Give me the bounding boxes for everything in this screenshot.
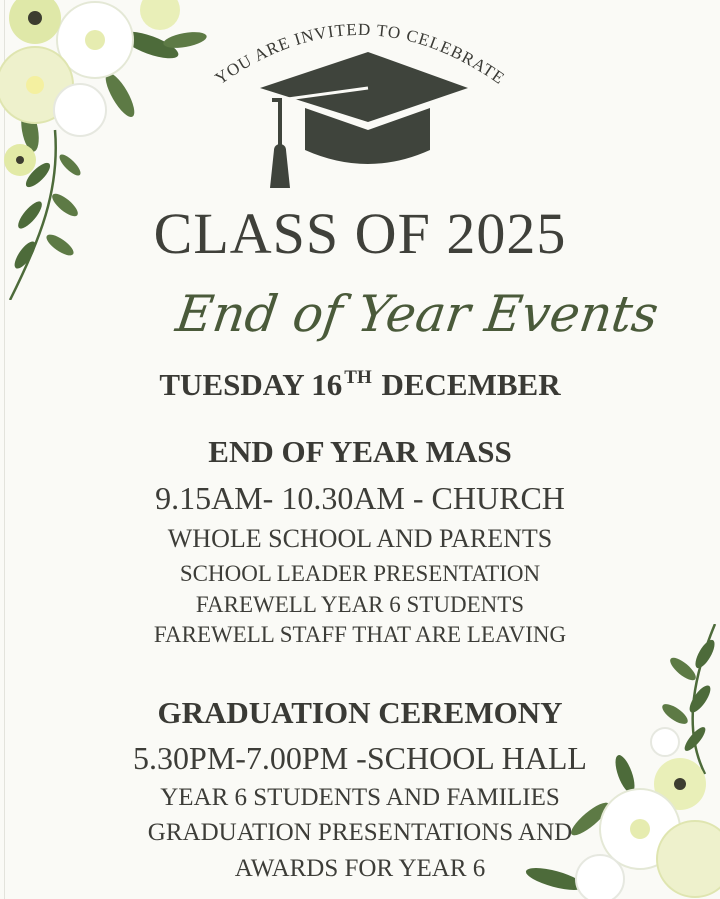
date-weekday: TUESDAY 16 (159, 367, 343, 402)
arc-text: YOU ARE INVITED TO CELEBRATE (211, 19, 509, 89)
subtitle-text: End of Year Events (172, 284, 662, 343)
mass-detail: SCHOOL LEADER PRESENTATION (179, 561, 541, 586)
mass-time: 9.15AM- 10.30AM - CHURCH (155, 480, 565, 516)
graduation-cap-icon (250, 50, 475, 200)
mass-detail: FAREWELL YEAR 6 STUDENTS (195, 592, 525, 617)
subtitle-script (0, 273, 720, 363)
graduation-detail: AWARDS FOR YEAR 6 (234, 855, 486, 882)
page-title: CLASS OF 2025 (153, 201, 567, 266)
mass-detail: WHOLE SCHOOL AND PARENTS (167, 524, 553, 553)
mass-heading: END OF YEAR MASS (208, 434, 512, 469)
graduation-detail: GRADUATION PRESENTATIONS AND (147, 819, 573, 846)
floral-flowers (0, 0, 180, 176)
mass-detail: FAREWELL STAFF THAT ARE LEAVING (153, 622, 567, 647)
event-date (0, 367, 720, 403)
graduation-time: 5.30PM-7.00PM -SCHOOL HALL (133, 740, 587, 776)
date-ordinal: TH (344, 367, 372, 388)
graduation-heading: GRADUATION CEREMONY (157, 695, 563, 730)
date-month: DECEMBER (381, 367, 561, 402)
graduation-detail: YEAR 6 STUDENTS AND FAMILIES (160, 784, 560, 811)
